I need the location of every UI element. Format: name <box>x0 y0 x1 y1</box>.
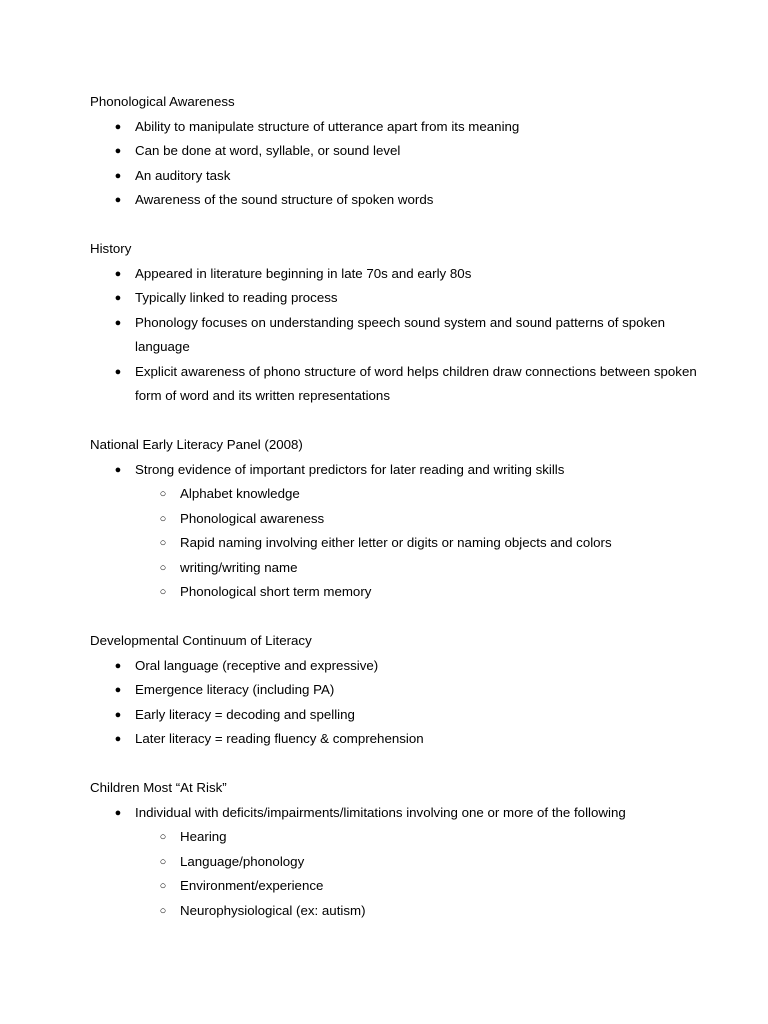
list-item: ● Phonology focuses on understanding speech sound system and sound patterns of spoken language <box>90 311 708 360</box>
section-heading: National Early Literacy Panel (2008) <box>90 437 303 452</box>
sub-bullet-list <box>135 482 708 605</box>
list-item: ● Can be done at word, syllable, or sound level <box>90 139 708 164</box>
bullet-icon: ● <box>114 365 122 378</box>
list-item: ● Explicit awareness of phono structure of word helps children draw connections between spoken form of word and its written representations <box>90 360 708 409</box>
list-item: ● Emergence literacy (including PA) <box>90 678 708 703</box>
bullet-icon: ● <box>114 169 122 182</box>
circle-bullet-icon: ○ <box>159 880 167 892</box>
circle-bullet-icon: ○ <box>159 488 167 500</box>
bullet-icon: ● <box>114 733 122 745</box>
list-item: ● Later literacy = reading fluency & comprehension <box>90 727 708 752</box>
bullet-list <box>90 654 708 752</box>
list-item: ● Early literacy = decoding and spelling <box>90 703 708 728</box>
bullet-icon: ● <box>114 659 122 672</box>
bullet-list <box>90 458 708 605</box>
sub-list-item: ○ Phonological short term memory <box>90 580 708 605</box>
circle-bullet-icon: ○ <box>159 831 167 843</box>
circle-bullet-icon: ○ <box>159 855 167 868</box>
bullet-icon: ● <box>114 684 122 696</box>
bullet-icon: ● <box>114 145 122 157</box>
section-phonological-awareness <box>90 90 708 213</box>
circle-bullet-icon: ○ <box>159 512 167 525</box>
bullet-list <box>90 801 708 924</box>
section-heading: Phonological Awareness <box>90 94 235 109</box>
bullet-list <box>90 115 708 213</box>
bullet-icon: ● <box>114 708 122 721</box>
sub-list-item: ○ Hearing <box>90 825 708 850</box>
bullet-icon: ● <box>114 292 122 304</box>
list-item: ● Typically linked to reading process <box>90 286 708 311</box>
circle-bullet-icon: ○ <box>159 904 167 917</box>
sub-list-item: ○ Alphabet knowledge <box>90 482 708 507</box>
sub-list-item: ○ Phonological awareness <box>90 507 708 532</box>
list-item: ● Strong evidence of important predictors for later reading and writing skills ○ Alphabet knowledge ○ Phonological awareness ○ Rapid naming involving either letter or digits or naming objects and colors ○ writing/writing name ○ Phonological short term memory <box>90 458 708 605</box>
list-item: ● Appeared in literature beginning in late 70s and early 80s <box>90 262 708 287</box>
sub-list-item: ○ writing/writing name <box>90 556 708 581</box>
sub-list-item: ○ Language/phonology <box>90 850 708 875</box>
list-item: ● Oral language (receptive and expressive) <box>90 654 708 679</box>
list-item: ● Ability to manipulate structure of utterance apart from its meaning <box>90 115 708 140</box>
sub-list-item: ○ Rapid naming involving either letter or digits or naming objects and colors <box>90 531 708 556</box>
section-history <box>90 237 708 409</box>
sub-list-item: ○ Environment/experience <box>90 874 708 899</box>
circle-bullet-icon: ○ <box>159 561 167 574</box>
sub-bullet-list <box>135 825 708 923</box>
bullet-icon: ● <box>114 267 122 280</box>
section-national-early-literacy-panel <box>90 433 708 605</box>
circle-bullet-icon: ○ <box>159 537 167 549</box>
section-children-at-risk <box>90 776 708 923</box>
list-item: ● Individual with deficits/impairments/limitations involving one or more of the following ○ Hearing ○ Language/phonology ○ Environment/experience ○ Neurophysiological (ex: autism) <box>90 801 708 924</box>
list-item: ● An auditory task <box>90 164 708 189</box>
section-heading: History <box>90 241 132 256</box>
bullet-icon: ● <box>114 120 122 133</box>
bullet-icon: ● <box>114 194 122 206</box>
section-heading: Children Most “At Risk” <box>90 780 227 795</box>
section-heading: Developmental Continuum of Literacy <box>90 633 312 648</box>
circle-bullet-icon: ○ <box>159 586 167 598</box>
bullet-list <box>90 262 708 409</box>
bullet-icon: ● <box>114 463 122 476</box>
sub-list-item: ○ Neurophysiological (ex: autism) <box>90 899 708 924</box>
bullet-icon: ● <box>114 316 122 329</box>
bullet-icon: ● <box>114 806 122 819</box>
section-developmental-continuum <box>90 629 708 752</box>
list-item: ● Awareness of the sound structure of spoken words <box>90 188 708 213</box>
